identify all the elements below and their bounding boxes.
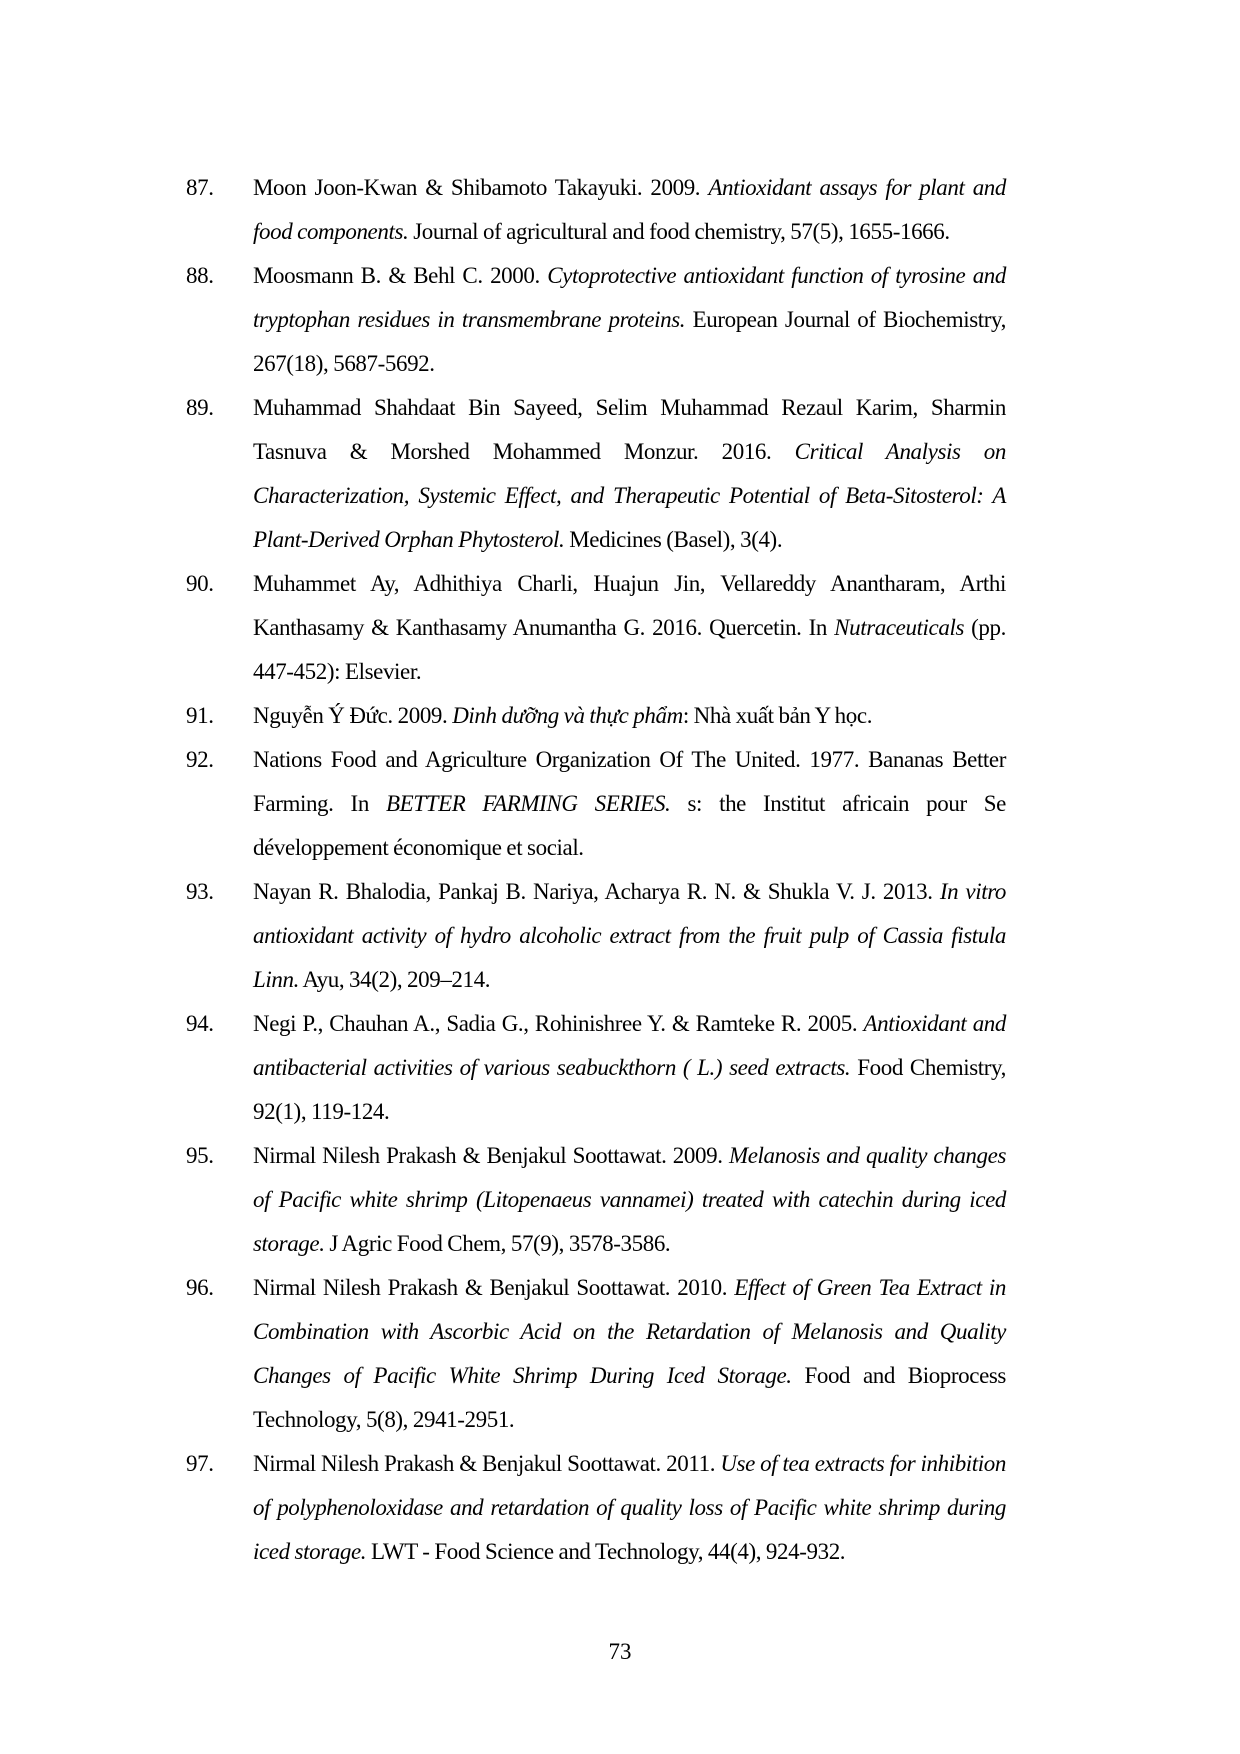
page-footer bbox=[0, 1638, 1240, 1666]
reference-number: 93. bbox=[186, 879, 214, 904]
reference-entry bbox=[186, 562, 1006, 694]
reference-plain-segment: J Agric Food Chem, 57(9), 3578-3586. bbox=[324, 1231, 671, 1256]
reference-plain-segment: Food Chemistry, 92(1), 119-124. bbox=[253, 1055, 1006, 1124]
reference-text bbox=[253, 386, 1006, 562]
reference-plain-segment: Nguyễn Ý Đức. 2009. bbox=[253, 703, 453, 728]
reference-plain-segment: : Nhà xuất bản Y học. bbox=[682, 703, 873, 728]
reference-title-segment: Antioxidant assays for plant and food components. bbox=[253, 175, 1007, 244]
reference-text bbox=[253, 738, 1006, 870]
reference-entry bbox=[186, 386, 1006, 562]
reference-plain-segment: Nirmal Nilesh Prakash & Benjakul Soottawat. 2010. bbox=[253, 1275, 735, 1300]
reference-number: 96. bbox=[186, 1275, 214, 1300]
reference-title-segment: Effect of Green Tea Extract in Combination with Ascorbic Acid on the Retardation of Melanosis and Quality Changes of Pacific White Shrimp During Iced Storage. bbox=[253, 1275, 1006, 1388]
reference-plain-segment: Moosmann B. & Behl C. 2000. bbox=[253, 263, 548, 288]
reference-text bbox=[253, 1266, 1006, 1442]
reference-number: 95. bbox=[186, 1143, 214, 1168]
reference-list bbox=[186, 166, 1006, 1574]
reference-entry bbox=[186, 738, 1006, 870]
reference-text bbox=[253, 1442, 1006, 1574]
reference-number: 94. bbox=[186, 1011, 214, 1036]
reference-number: 92. bbox=[186, 747, 214, 772]
reference-text bbox=[253, 166, 1006, 254]
reference-text bbox=[253, 870, 1006, 1002]
reference-entry bbox=[186, 1002, 1006, 1134]
reference-title-segment: Melanosis and quality changes of Pacific white shrimp (Litopenaeus vannamei) treated with catechin during iced storage. bbox=[253, 1143, 1006, 1256]
reference-plain-segment: Moon Joon-Kwan & Shibamoto Takayuki. 2009. bbox=[253, 175, 709, 200]
reference-text bbox=[253, 1002, 1006, 1134]
reference-plain-segment: Nayan R. Bhalodia, Pankaj B. Nariya, Acharya R. N. & Shukla V. J. 2013. bbox=[253, 879, 940, 904]
reference-entry bbox=[186, 1442, 1006, 1574]
reference-plain-segment: Nirmal Nilesh Prakash & Benjakul Soottawat. 2011. bbox=[253, 1451, 721, 1476]
reference-title-segment: Use of tea extracts for inhibition of polyphenoloxidase and retardation of quality loss of Pacific white shrimp during iced storage. bbox=[253, 1451, 1006, 1564]
reference-number: 90. bbox=[186, 571, 214, 596]
reference-number: 87. bbox=[186, 175, 214, 200]
reference-plain-segment: Journal of agricultural and food chemistry, 57(5), 1655-1666. bbox=[408, 219, 950, 244]
reference-plain-segment: LWT - Food Science and Technology, 44(4), 924-932. bbox=[366, 1539, 846, 1564]
reference-plain-segment: (pp. 447-452): Elsevier. bbox=[253, 615, 1006, 684]
reference-plain-segment: European Journal of Biochemistry, 267(18), 5687-5692. bbox=[253, 307, 1007, 376]
reference-entry bbox=[186, 1134, 1006, 1266]
reference-plain-segment: Nirmal Nilesh Prakash & Benjakul Soottawat. 2009. bbox=[253, 1143, 729, 1168]
reference-plain-segment: Muhammad Shahdaat Bin Sayeed, Selim Muhammad Rezaul Karim, Sharmin Tasnuva & Morshed Mohammed Monzur. 2016. bbox=[253, 395, 1006, 464]
page-number: 73 bbox=[608, 1639, 632, 1664]
reference-plain-segment: Ayu, 34(2), 209–214. bbox=[298, 967, 491, 992]
reference-plain-segment: Food and Bioprocess Technology, 5(8), 2941-2951. bbox=[253, 1363, 1006, 1432]
reference-entry bbox=[186, 694, 1006, 738]
reference-title-segment: BETTER FARMING SERIES. bbox=[385, 791, 671, 816]
reference-title-segment: Critical Analysis on Characterization, Systemic Effect, and Therapeutic Potential of Beta-Sitosterol: A Plant-Derived Orphan Phytosterol. bbox=[253, 439, 1006, 552]
reference-title-segment: Nutraceuticals bbox=[834, 615, 965, 640]
reference-title-segment: Cytoprotective antioxidant function of tyrosine and tryptophan residues in transmembrane proteins. bbox=[253, 263, 1006, 332]
reference-title-segment: Dinh dưỡng và thực phẩm bbox=[452, 703, 683, 728]
reference-entry bbox=[186, 166, 1006, 254]
reference-title-segment: In vitro antioxidant activity of hydro alcoholic extract from the fruit pulp of Cassia fistula Linn. bbox=[253, 879, 1006, 992]
reference-plain-segment: Medicines (Basel), 3(4). bbox=[564, 527, 783, 552]
reference-plain-segment: Muhammet Ay, Adhithiya Charli, Huajun Jin, Vellareddy Anantharam, Arthi Kanthasamy & Kanthasamy Anumantha G. 2016. Quercetin. In bbox=[253, 571, 1006, 640]
reference-number: 97. bbox=[186, 1451, 214, 1476]
reference-plain-segment: Negi P., Chauhan A., Sadia G., Rohinishree Y. & Ramteke R. 2005. bbox=[253, 1011, 864, 1036]
reference-number: 89. bbox=[186, 395, 214, 420]
reference-plain-segment: Nations Food and Agriculture Organization Of The United. 1977. Bananas Better Farming. In bbox=[253, 747, 1006, 816]
reference-number: 88. bbox=[186, 263, 214, 288]
reference-entry bbox=[186, 870, 1006, 1002]
reference-title-segment: Antioxidant and antibacterial activities of various seabuckthorn ( L.) seed extracts. bbox=[253, 1011, 1006, 1080]
reference-entry bbox=[186, 254, 1006, 386]
reference-plain-segment: s: the Institut africain pour Se développement économique et social. bbox=[253, 791, 1006, 860]
reference-text bbox=[253, 562, 1006, 694]
reference-text bbox=[253, 254, 1006, 386]
reference-text bbox=[253, 1134, 1006, 1266]
reference-entry bbox=[186, 1266, 1006, 1442]
reference-number: 91. bbox=[186, 703, 214, 728]
reference-text bbox=[253, 694, 1006, 738]
